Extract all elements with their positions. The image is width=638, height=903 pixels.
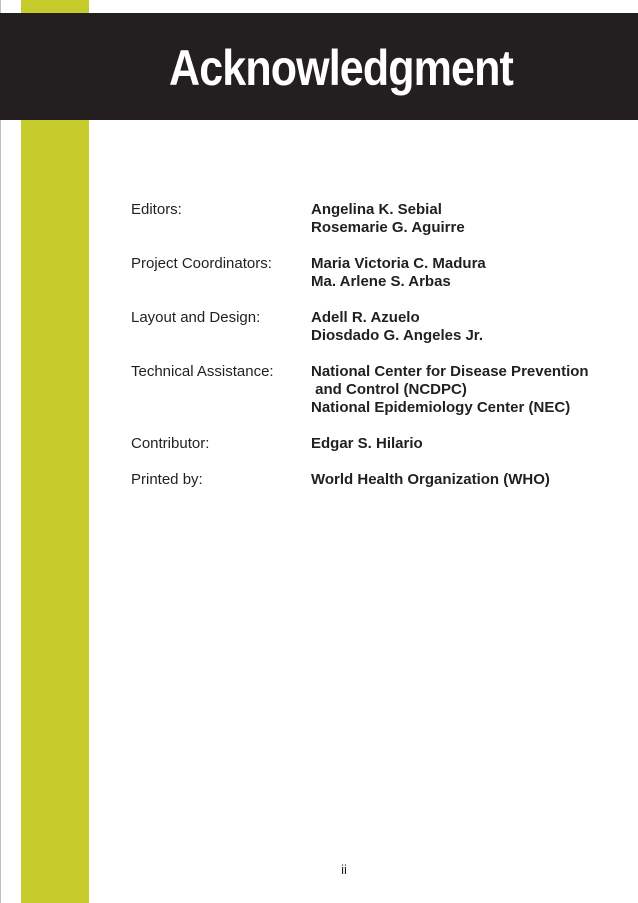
credit-role: Project Coordinators: — [131, 255, 272, 272]
credit-row-layout-and-design — [131, 309, 621, 345]
credit-role: Technical Assistance: — [131, 363, 274, 380]
side-accent-stripe — [21, 0, 89, 903]
credit-name: National Epidemiology Center (NEC) — [311, 399, 571, 416]
page-number: ii — [341, 862, 347, 877]
credit-row-project-coordinators — [131, 255, 621, 291]
credit-names — [311, 435, 621, 453]
credit-name: World Health Organization (WHO) — [311, 471, 550, 488]
credit-name: and Control (NCDPC) — [311, 381, 467, 398]
credit-role: Editors: — [131, 201, 182, 218]
credit-row-technical-assistance — [131, 363, 621, 417]
credit-role: Printed by: — [131, 471, 203, 488]
credit-names — [311, 309, 621, 345]
credit-names — [311, 201, 621, 237]
credit-row-contributor — [131, 435, 621, 453]
credits-list — [131, 201, 621, 507]
credit-name: Maria Victoria C. Madura — [311, 255, 486, 272]
credit-role: Contributor: — [131, 435, 210, 452]
credit-names — [311, 255, 621, 291]
credit-name: Rosemarie G. Aguirre — [311, 219, 465, 236]
credit-role: Layout and Design: — [131, 309, 261, 326]
credit-row-editors — [131, 201, 621, 237]
credit-row-printed-by — [131, 471, 621, 489]
credit-name: Diosdado G. Angeles Jr. — [311, 327, 483, 344]
credit-name: Angelina K. Sebial — [311, 201, 442, 218]
credit-name: Adell R. Azuelo — [311, 309, 420, 326]
credit-names — [311, 363, 621, 417]
credit-name: Ma. Arlene S. Arbas — [311, 273, 451, 290]
page-edge — [0, 0, 1, 903]
credit-name: National Center for Disease Prevention — [311, 363, 589, 380]
credit-names — [311, 471, 621, 489]
credit-name: Edgar S. Hilario — [311, 435, 423, 452]
page-title: Acknowledgment — [169, 40, 513, 96]
